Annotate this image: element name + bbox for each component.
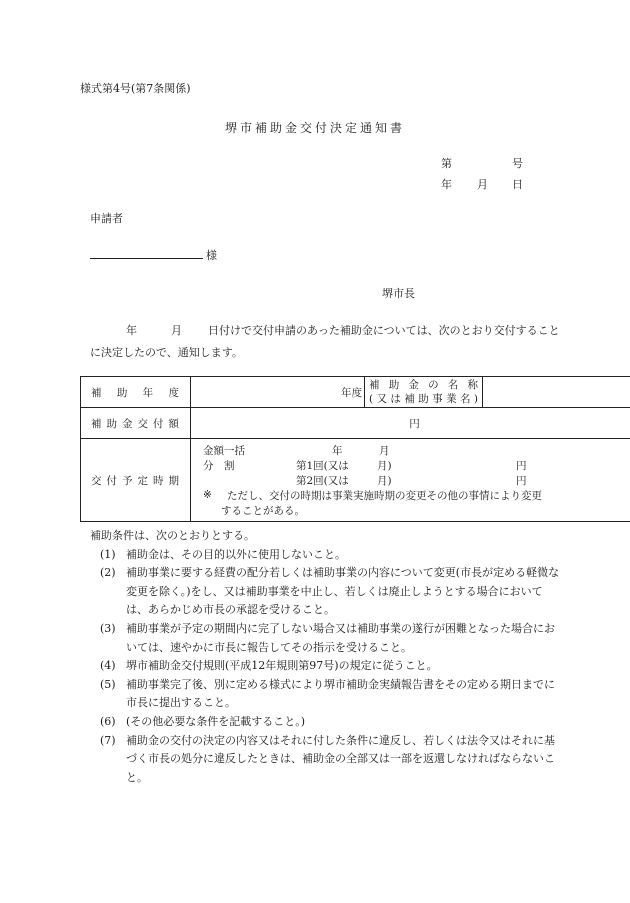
body-text: 日付けで交付申請のあった補助金については、次のとおり交付することに決定したので、通知します。	[90, 324, 560, 359]
grant-amount-unit: 円	[409, 417, 420, 430]
list-item	[90, 546, 560, 565]
note-mark: ※	[203, 489, 212, 501]
condition-text: 補助金の交付の決定の内容又はそれに付した条件に違反し、若しくは法令又はそれに基づく市長の処分に違反したときは、補助金の全部又は一部を返還しなければならないこと。	[126, 733, 555, 784]
condition-text: 補助金は、その目的以外に使用しないこと。	[126, 547, 346, 561]
fiscal-year-label: 補助年度	[81, 377, 191, 408]
conditions-intro: 補助条件は、次のとおりとする。	[90, 529, 255, 542]
condition-number: (4)	[100, 659, 116, 673]
table-row	[81, 408, 630, 439]
condition-text: (その他必要な条件を記載すること。)	[126, 714, 306, 728]
condition-number: (2)	[100, 566, 116, 580]
condition-text: 堺市補助金交付規則(平成12年規則第97号)の規定に従うこと。	[126, 659, 438, 673]
condition-number: (3)	[100, 621, 116, 635]
grant-name-value	[483, 377, 630, 408]
grant-conditions	[90, 527, 560, 787]
list-item	[90, 732, 560, 788]
first-installment-month: 月)	[377, 460, 392, 472]
grant-name-label: 補助金の名称	[369, 379, 478, 391]
lump-sum-year: 年	[332, 445, 343, 457]
condition-number: (7)	[100, 733, 116, 747]
date-year-label: 年	[441, 178, 452, 191]
ref-number-suffix: 号	[512, 157, 523, 170]
honorific: 様	[206, 249, 217, 262]
ref-number-label: 第	[441, 157, 452, 170]
grant-name-label-cell	[365, 377, 483, 408]
condition-number: (6)	[100, 714, 116, 728]
list-item	[90, 676, 560, 713]
grant-amount-cell	[191, 408, 630, 439]
document-title: 堺市補助金交付決定通知書	[224, 121, 405, 135]
second-installment-label: 第2回(又は	[296, 475, 349, 487]
list-item	[90, 713, 560, 732]
list-item	[90, 564, 560, 620]
applicant-label: 申請者	[90, 212, 123, 225]
schedule-note: ただし、交付の時期は事業実施時期の変更その他の事情により変更することがある。	[221, 490, 542, 517]
list-item	[90, 620, 560, 657]
condition-number: (1)	[100, 547, 116, 561]
table-row	[81, 377, 630, 408]
date-month-label: 月	[477, 178, 488, 191]
applicant-name-line	[90, 258, 203, 259]
condition-text: 補助事業完了後、別に定める様式により堺市補助金実績報告書をその定める期日までに市長に提出すること。	[126, 677, 555, 710]
form-number: 様式第4号(第7条関係)	[80, 82, 191, 95]
body-year-label: 年	[126, 324, 137, 337]
lump-sum-month: 月	[379, 445, 390, 457]
grant-details-table	[80, 376, 630, 522]
table-row	[81, 439, 630, 522]
notification-body	[90, 320, 560, 364]
condition-text: 補助事業に要する経費の配分若しくは補助事業の内容について変更(市長が定める軽微な変更を除く。)をし、又は補助事業を中止し、若しくは廃止しようとする場合においては、あらかじめ市長の承認を受けること。	[126, 566, 560, 617]
second-installment-unit: 円	[516, 475, 527, 487]
issuer-name: 堺市長	[382, 287, 415, 300]
second-installment-month: 月)	[377, 475, 392, 487]
fiscal-year-suffix: 年度	[341, 386, 362, 399]
condition-text: 補助事業が予定の期間内に完了しない場合又は補助事業の遂行が困難となった場合においては、速やかに市長に報告してその指示を受けること。	[126, 621, 555, 654]
payment-schedule-cell	[191, 439, 630, 522]
project-name-label: (又は補助事業名)	[369, 393, 478, 405]
list-item	[90, 657, 560, 676]
fiscal-year-cell	[191, 377, 365, 408]
body-month-label: 月	[171, 324, 182, 337]
first-installment-label: 第1回(又は	[296, 460, 349, 472]
payment-schedule-label: 交付予定時期	[81, 439, 191, 522]
split-label: 分 割	[203, 460, 235, 472]
first-installment-unit: 円	[516, 460, 527, 472]
lump-sum-label: 金額一括	[203, 445, 245, 457]
condition-number: (5)	[100, 677, 116, 691]
grant-amount-label: 補助金交付額	[81, 408, 191, 439]
date-day-label: 日	[512, 178, 523, 191]
